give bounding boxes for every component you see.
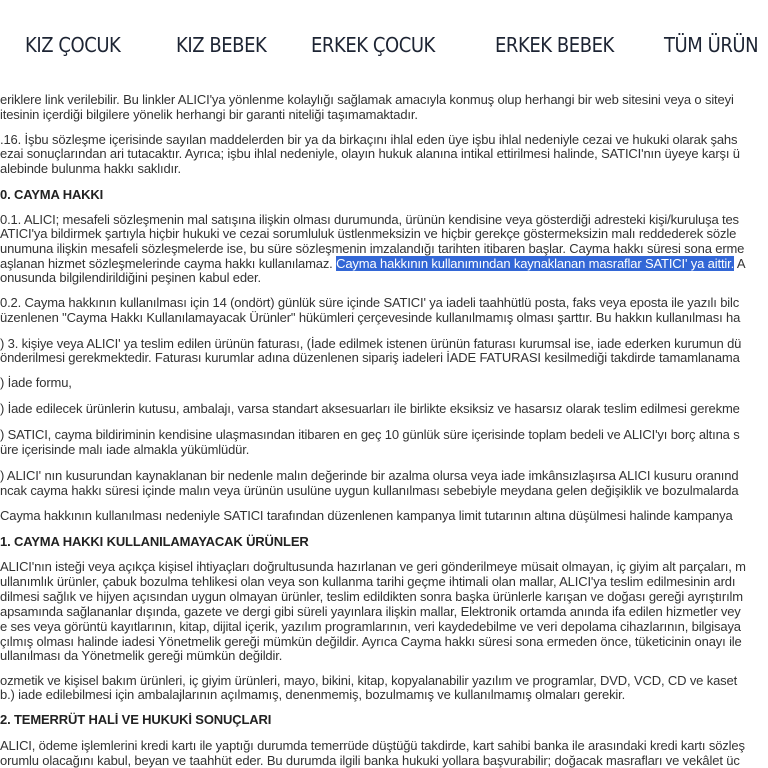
text-line: çılmış olması halinde iadesi Yönetmelik gereği mümkün değildir. Ayrıca Cayma hakkı süresi sona ermeden önce, tüketicinin onayı ile [0, 634, 742, 649]
nav-tum-urunler[interactable]: TÜM ÜRÜN [664, 33, 759, 57]
text-line: ALICI, ödeme işlemlerini kredi kartı ile yaptığı durumda temerrüde düştüğü takdirde, kart sahibi banka ile arasındaki kredi kartı sözleş [0, 738, 745, 753]
top-navigation [0, 0, 768, 86]
text-line: itesinin içerdiği bilgilere yönelik herhangi bir garanti niteliği taşımamaktadır. [0, 107, 418, 122]
text-line: ozmetik ve kişisel bakım ürünleri, iç giyim ürünleri, mayo, bikini, kitap, kopyalanabilir yazılım ve programlar, DVD, VCD, CD ve kaset [0, 673, 738, 688]
nav-erkek-bebek[interactable]: ERKEK BEBEK [495, 33, 614, 57]
nav-erkek-cocuk[interactable]: ERKEK ÇOCUK [311, 33, 435, 57]
text-line: ) 3. kişiye veya ALICI' ya teslim edilen ürünün faturası, (İade edilmek istenen ürünün faturası kurumsal ise, iade ederken kurumun dü [0, 336, 742, 351]
text-line: ) İade formu, [0, 375, 72, 390]
text-line: unumuna ilişkin mesafeli sözleşmelerde ise, bu süre sözleşmenin imzalandığı tarihten itibaren başlar. Cayma hakkı süresi sona erme [0, 241, 745, 256]
text-line: Cayma hakkının kullanılması nedeniyle SATICI tarafından düzenlenen kampanya limit tutarının altına düşülmesi halinde kampanya [0, 508, 733, 523]
text-line: ncak cayma hakkı süresi içinde malın veya ürünün usulüne uygun kullanılması sebebiyle meydana gelen değişiklik ve bozulmalarda [0, 483, 739, 498]
text-line: eriklere link verilebilir. Bu linkler ALICI'ya yönlenme kolaylığı sağlamak amacıyla konmuş olup herhangi bir web sitesini veya o siteyi [0, 92, 734, 107]
text-line: b.) iade edilebilmesi için ambalajlarının açılmamış, denenmemiş, bozulmamış ve kullanılmamış olmaları gerekir. [0, 687, 626, 702]
text-line: alebinde bulunma hakkı saklıdır. [0, 161, 181, 176]
text-line: 0.2. Cayma hakkının kullanılması için 14 (ondört) günlük süre içinde SATICI' ya iadeli taahhütlü posta, faks veya eposta ile yazılı bilc [0, 295, 740, 310]
text-line: üre içerisinde malı iade almakla yükümlüdür. [0, 442, 250, 457]
text-line: orumlu olacağını kabul, beyan ve taahhüt eder. Bu durumda ilgili banka hukuki yollara başvurabilir; doğacak masrafları ve vekâlet üc [0, 753, 740, 768]
text-line: .16. İşbu sözleşme içerisinde sayılan maddelerden bir ya da birkaçını ihlal eden üye işbu ihlal nedeniyle cezai ve hukuki olarak şahs [0, 132, 738, 147]
text-line [0, 256, 745, 271]
text-line: dilmesi sağlık ve hijyen açısından uygun olmayan ürünler, teslim edildikten sonra başka ürünlerle karışan ve doğası gereği ayrıştırılm [0, 589, 743, 604]
text-line: ullanımlık ürünler, çabuk bozulma tehlikesi olan veya son kullanma tarihi geçme ihtimali olan mallar, ALICI'ya teslim edilmesinin ardı [0, 574, 736, 589]
section-heading: 1. CAYMA HAKKI KULLANILAMAYACAK ÜRÜNLER [0, 534, 309, 549]
text: aşlanan hizmet sözleşmelerinde cayma hakkı kullanılamaz. [0, 256, 337, 271]
text-line: ALICI'nın isteği veya açıkça kişisel ihtiyaçları doğrultusunda hazırlanan ve geri gönderilmeye müsait olmayan, iç giyim alt parçaları, m [0, 559, 746, 574]
text-line: 0.1. ALICI; mesafeli sözleşmenin mal satışına ilişkin olması durumunda, ürünün kendisine veya gösterdiği adresteki kişi/kuruluşa tes [0, 212, 739, 227]
selected-text[interactable]: Cayma hakkının kullanımından kaynaklanan masraflar SATICI' ya aittir. [336, 256, 735, 271]
text-line: apsamında sağlananlar dışında, gazete ve dergi gibi süreli yayınlara ilişkin mallar, Elektronik ortamda anında ifa edilen hizmetler vey [0, 604, 741, 619]
text-line: üzenlenen "Cayma Hakkı Kullanılamayacak Ürünler" hükümleri çerçevesinde kullanılmamış olması şarttır. Bu hakkın kullanılması ha [0, 310, 741, 325]
text-line: önderilmesi gerekmektedir. Faturası kurumlar adına düzenlenen sipariş iadeleri İADE FATURASI kesilmediği takdirde tamamlanama [0, 350, 740, 365]
nav-kiz-cocuk[interactable]: KIZ ÇOCUK [25, 33, 121, 57]
section-heading: 0. CAYMA HAKKI [0, 187, 104, 202]
text: A [734, 256, 746, 271]
text-line: onusunda bilgilendirildiğini peşinen kabul eder. [0, 270, 261, 285]
text-line: ezai sonuçlarından ari tutacaktır. Ayrıca; işbu ihlal nedeniyle, olayın hukuk alanına intikal ettirilmesi halinde, SATICI'nın üyeye karşı ü [0, 146, 740, 161]
text-line: e ses veya görüntü kayıtlarının, kitap, dijital içerik, yazılım programlarının, veri kaydedebilme ve veri depolama cihazlarının, bilgisaya [0, 619, 741, 634]
text-line: ) SATICI, cayma bildiriminin kendisine ulaşmasından itibaren en geç 10 günlük süre içerisinde toplam bedeli ve ALICI'yı borç altına s [0, 427, 740, 442]
text-line: ullanılması da Yönetmelik gereği mümkün değildir. [0, 648, 283, 663]
text-line: ATICI'ya bildirmek şartıyla hiçbir hukuki ve cezai sorumluluk üstlenmeksizin ve hiçbir gerekçe göstermeksizin malı reddederek sözle [0, 226, 737, 241]
nav-kiz-bebek[interactable]: KIZ BEBEK [176, 33, 267, 57]
text-line: ) ALICI' nın kusurundan kaynaklanan bir nedenle malın değerinde bir azalma olursa veya iade imkânsızlaşırsa ALICI kusuru oranınd [0, 468, 739, 483]
section-heading: 2. TEMERRÜT HALİ VE HUKUKİ SONUÇLARI [0, 712, 272, 727]
text-line: ) İade edilecek ürünlerin kutusu, ambalajı, varsa standart aksesuarları ile birlikte eksiksiz ve hasarsız olarak teslim edilmesi gerekme [0, 401, 740, 416]
